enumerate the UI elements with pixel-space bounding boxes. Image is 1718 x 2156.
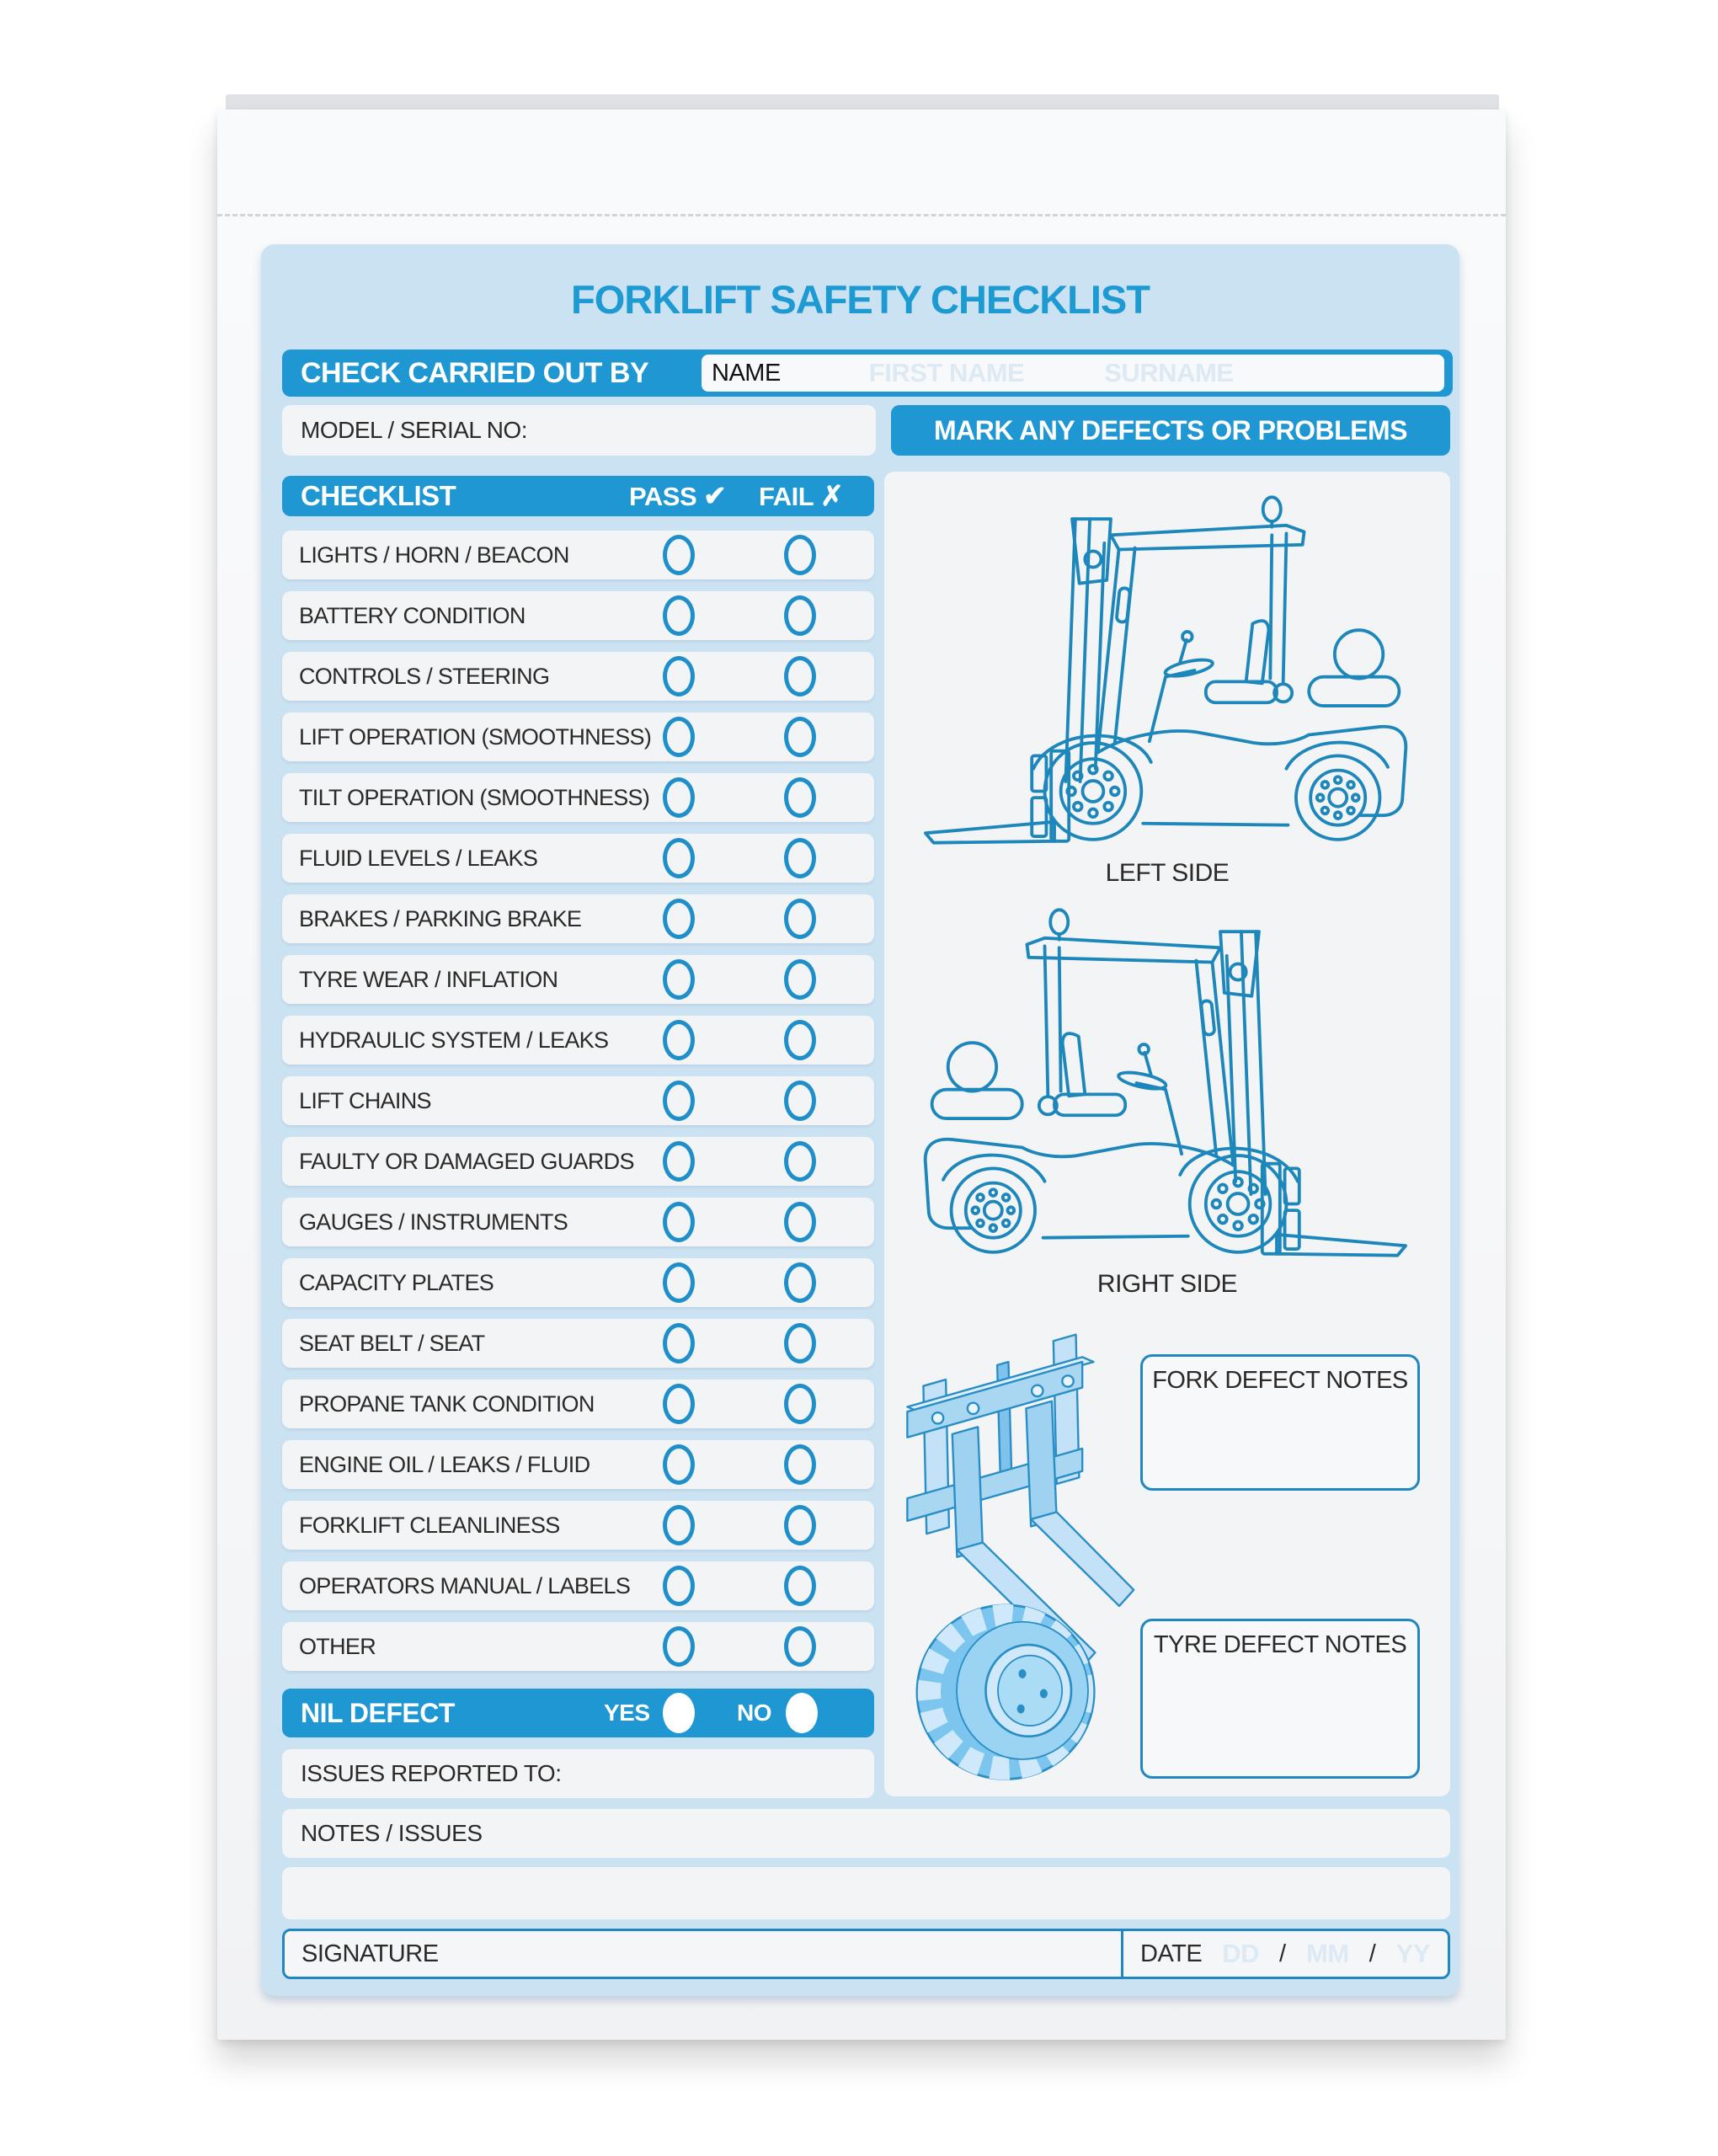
fork-defect-notes-label: FORK DEFECT NOTES <box>1152 1367 1408 1394</box>
notes-issues-label: NOTES / ISSUES <box>301 1820 483 1846</box>
pass-circle[interactable] <box>663 535 695 575</box>
pass-circle[interactable] <box>663 1020 695 1060</box>
fail-circle[interactable] <box>784 1626 816 1667</box>
pass-circle[interactable] <box>663 1626 695 1667</box>
issues-reported-field[interactable] <box>282 1749 874 1798</box>
first-name-placeholder: FIRST NAME <box>868 358 1025 387</box>
checklist-row <box>282 1440 874 1489</box>
pass-circle[interactable] <box>663 1081 695 1121</box>
checklist-item-label: SEAT BELT / SEAT <box>299 1331 485 1356</box>
no-circle[interactable] <box>786 1693 818 1733</box>
checklist-row <box>282 834 874 883</box>
pass-circle[interactable] <box>663 899 695 939</box>
fail-circle[interactable] <box>784 656 816 696</box>
pass-circle[interactable] <box>663 1384 695 1424</box>
name-input[interactable] <box>702 355 1444 392</box>
checklist-row <box>282 1380 874 1428</box>
checklist-sheet <box>217 109 1506 2040</box>
checklist-item-label: FORKLIFT CLEANLINESS <box>299 1513 560 1538</box>
tyre-illustration <box>908 1592 1137 1796</box>
pass-circle[interactable] <box>663 1141 695 1182</box>
fail-circle[interactable] <box>784 838 816 878</box>
checklist-item-label: CONTROLS / STEERING <box>299 664 550 689</box>
pass-circle[interactable] <box>663 717 695 757</box>
fail-circle[interactable] <box>784 1202 816 1242</box>
checklist-item-label: ENGINE OIL / LEAKS / FLUID <box>299 1452 590 1477</box>
checklist-item-label: LIGHTS / HORN / BEACON <box>299 542 569 568</box>
date-dd-placeholder[interactable]: DD <box>1222 1939 1259 1968</box>
checklist-item-label: LIFT CHAINS <box>299 1088 431 1113</box>
fail-circle[interactable] <box>784 717 816 757</box>
pass-circle[interactable] <box>663 656 695 696</box>
checklist-row <box>282 652 874 701</box>
pass-column-header: PASS ✔ <box>629 480 727 511</box>
fork-defect-notes-box[interactable] <box>1140 1354 1420 1491</box>
fail-circle[interactable] <box>784 1505 816 1545</box>
tyre-defect-notes-label: TYRE DEFECT NOTES <box>1153 1631 1407 1658</box>
pass-circle[interactable] <box>663 1262 695 1303</box>
date-yy-placeholder[interactable]: YY <box>1395 1939 1431 1968</box>
no-label: NO <box>737 1700 771 1726</box>
pass-circle[interactable] <box>663 1323 695 1364</box>
checklist-row <box>282 1016 874 1065</box>
checklist-header-bar <box>282 476 874 516</box>
checklist-item-label: OTHER <box>299 1634 376 1659</box>
fail-circle[interactable] <box>784 1323 816 1364</box>
date-separator: / <box>1369 1940 1376 1967</box>
checklist-row <box>282 1622 874 1671</box>
issues-reported-label: ISSUES REPORTED TO: <box>301 1760 562 1786</box>
notes-issues-field[interactable] <box>282 1809 1450 1858</box>
checklist-item-label: GAUGES / INSTRUMENTS <box>299 1209 568 1235</box>
fail-circle[interactable] <box>784 777 816 818</box>
checklist-item-label: BATTERY CONDITION <box>299 603 526 628</box>
left-side-label: LEFT SIDE <box>1105 859 1230 887</box>
checklist-item-label: FAULTY OR DAMAGED GUARDS <box>299 1149 634 1174</box>
checklist-item-label: CAPACITY PLATES <box>299 1270 494 1295</box>
fail-circle[interactable] <box>784 535 816 575</box>
fail-circle[interactable] <box>784 1444 816 1485</box>
cross-icon: ✗ <box>820 480 844 511</box>
checklist-row <box>282 1501 874 1550</box>
checklist-row <box>282 894 874 943</box>
model-serial-label: MODEL / SERIAL NO: <box>301 417 527 443</box>
checklist-header-label: CHECKLIST <box>301 480 456 511</box>
checklist-row <box>282 955 874 1004</box>
checklist-row <box>282 531 874 579</box>
date-mm-placeholder[interactable]: MM <box>1306 1939 1349 1968</box>
pass-circle[interactable] <box>663 959 695 1000</box>
checklist-item-label: FLUID LEVELS / LEAKS <box>299 846 538 871</box>
fail-circle[interactable] <box>784 899 816 939</box>
carried-out-label: CHECK CARRIED OUT BY <box>301 357 649 389</box>
form-panel <box>261 244 1459 1996</box>
signature-field[interactable] <box>453 1931 1111 1977</box>
signature-date-row <box>282 1929 1450 1979</box>
nil-defect-bar <box>282 1689 874 1737</box>
fail-circle[interactable] <box>784 1566 816 1606</box>
checklist-row <box>282 591 874 640</box>
yes-label: YES <box>604 1700 650 1726</box>
fail-circle[interactable] <box>784 1384 816 1424</box>
fail-circle[interactable] <box>784 959 816 1000</box>
signature-date-divider <box>1121 1931 1123 1977</box>
fail-circle[interactable] <box>784 1020 816 1060</box>
date-field[interactable] <box>1140 1931 1430 1977</box>
nil-defect-label: NIL DEFECT <box>301 1698 455 1728</box>
checklist-row <box>282 1258 874 1307</box>
checklist-row <box>282 1076 874 1125</box>
surname-placeholder: SURNAME <box>1104 358 1234 387</box>
yes-circle[interactable] <box>663 1693 695 1733</box>
checklist-item-label: TILT OPERATION (SMOOTHNESS) <box>299 785 650 810</box>
checklist-item-label: BRAKES / PARKING BRAKE <box>299 906 582 931</box>
pass-circle[interactable] <box>663 595 695 636</box>
fail-circle[interactable] <box>784 595 816 636</box>
date-label: DATE <box>1140 1940 1203 1967</box>
signature-label: SIGNATURE <box>301 1940 439 1967</box>
checklist-row <box>282 773 874 822</box>
pass-circle[interactable] <box>663 1566 695 1606</box>
pass-circle[interactable] <box>663 1202 695 1242</box>
checklist-item-label: LIFT OPERATION (SMOOTHNESS) <box>299 724 652 750</box>
checklist-item-label: TYRE WEAR / INFLATION <box>299 967 558 992</box>
model-serial-field[interactable] <box>282 405 876 456</box>
forklift-right-diagram[interactable] <box>896 898 1435 1268</box>
checklist-row <box>282 1198 874 1246</box>
fail-circle[interactable] <box>784 1262 816 1303</box>
fail-circle[interactable] <box>784 1141 816 1182</box>
fail-column-header: FAIL ✗ <box>759 480 844 511</box>
checklist-item-label: OPERATORS MANUAL / LABELS <box>299 1573 631 1598</box>
checklist-row <box>282 1319 874 1368</box>
pass-circle[interactable] <box>663 1444 695 1485</box>
name-field-label: NAME <box>712 359 781 387</box>
right-side-label: RIGHT SIDE <box>1096 1270 1238 1298</box>
perforation-line <box>217 214 1506 216</box>
pass-circle[interactable] <box>663 838 695 878</box>
tyre-defect-notes-box[interactable] <box>1140 1619 1420 1779</box>
defect-diagram-panel <box>884 472 1450 1796</box>
forklift-left-diagram[interactable] <box>896 485 1435 856</box>
pass-circle[interactable] <box>663 777 695 818</box>
checklist-row <box>282 712 874 761</box>
page-title: FORKLIFT SAFETY CHECKLIST <box>571 277 1150 322</box>
mark-defects-header: MARK ANY DEFECTS OR PROBLEMS <box>891 405 1450 456</box>
pass-circle[interactable] <box>663 1505 695 1545</box>
checklist-item-label: HYDRAULIC SYSTEM / LEAKS <box>299 1027 609 1053</box>
carried-out-bar <box>282 350 1453 397</box>
check-icon: ✔ <box>703 480 727 511</box>
notes-extra-field[interactable] <box>282 1867 1450 1919</box>
checklist-item-label: PROPANE TANK CONDITION <box>299 1391 595 1417</box>
checklist-row <box>282 1561 874 1610</box>
date-separator: / <box>1278 1940 1287 1967</box>
checklist-row <box>282 1137 874 1186</box>
fail-circle[interactable] <box>784 1081 816 1121</box>
